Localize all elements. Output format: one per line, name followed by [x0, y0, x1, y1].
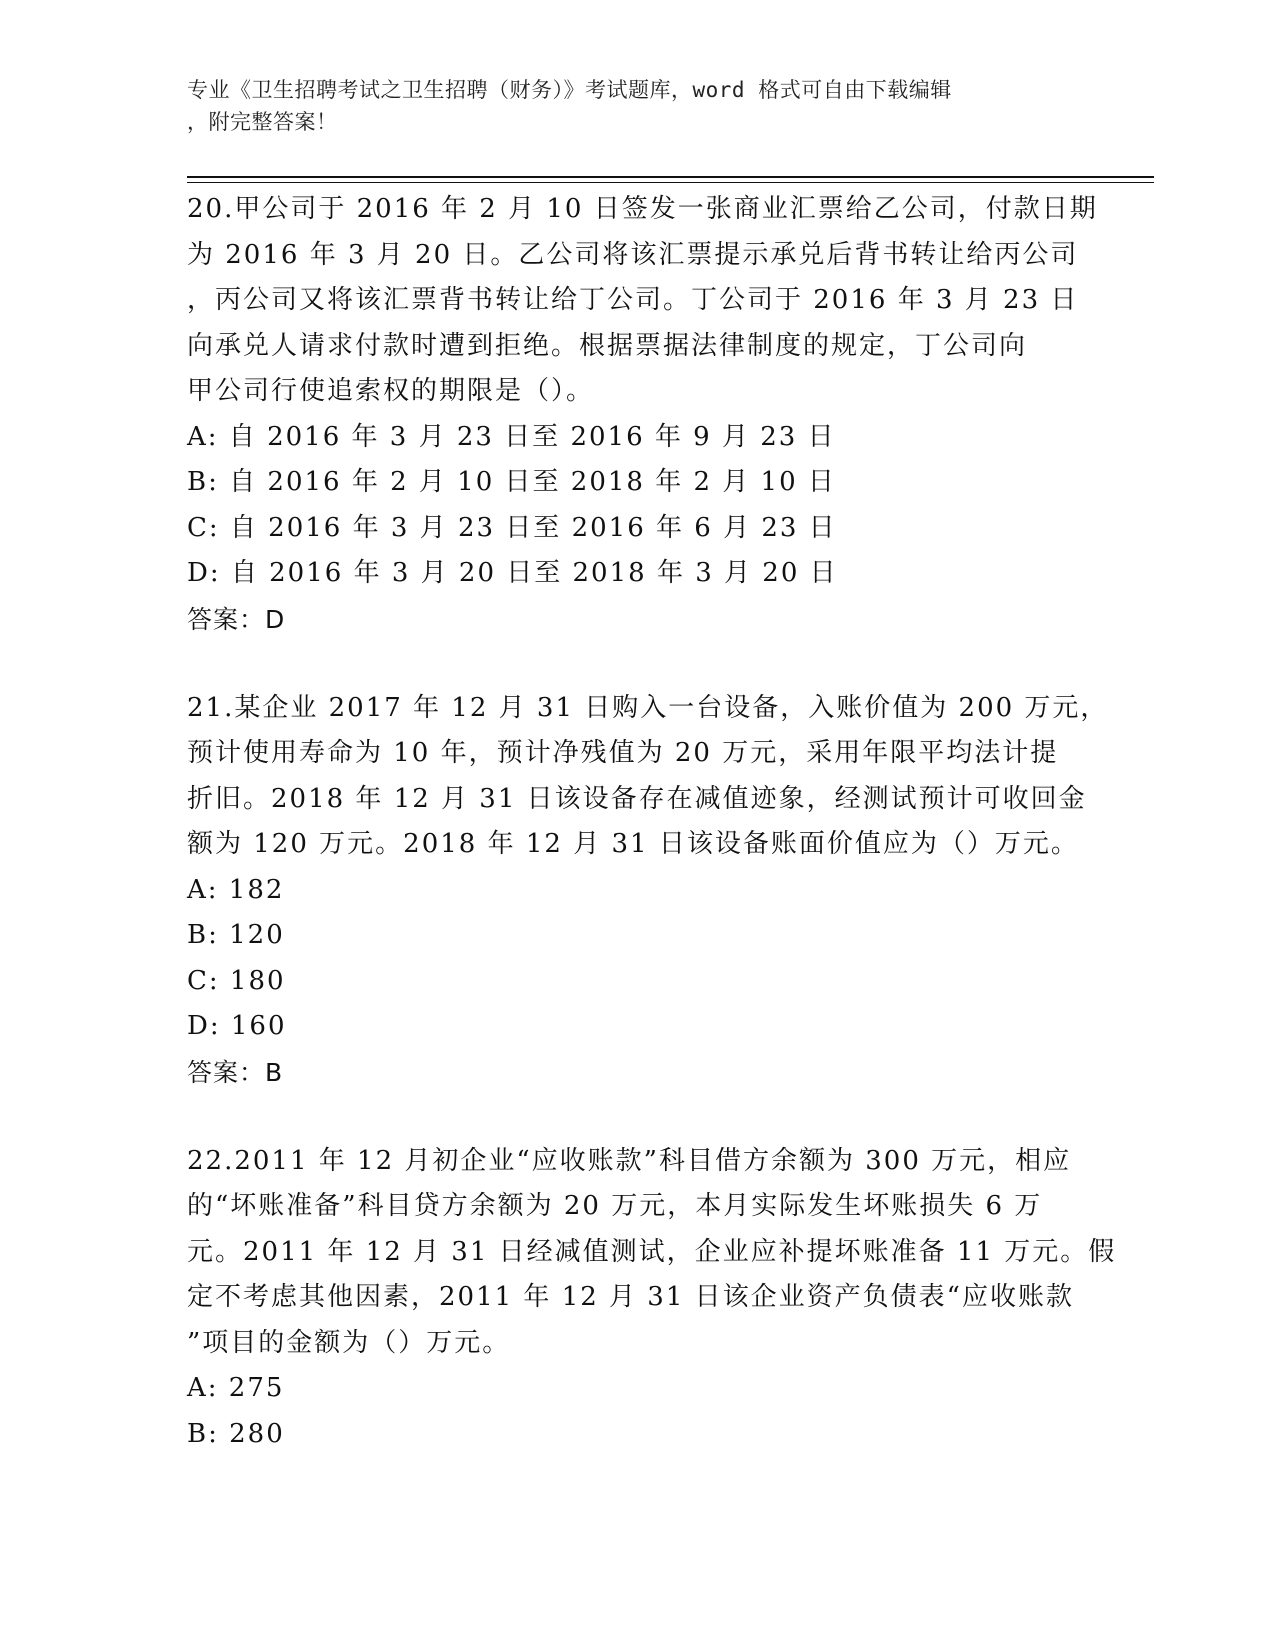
- option-c: C: 180: [187, 965, 286, 996]
- question-21: [187, 686, 1109, 1095]
- option-c: C: 自 2016 年 3 月 23 日至 2016 年 6 月 23 日: [187, 512, 837, 543]
- question-text-line: 21.某企业 2017 年 12 月 31 日购入一台设备，入账价值为 200 万元，: [187, 692, 1109, 723]
- question-text-line: 额为 120 万元。2018 年 12 月 31 日该设备账面价值应为（）万元。: [187, 829, 1079, 859]
- question-text-line: 甲公司行使追索权的期限是（）。: [187, 376, 595, 406]
- question-text-line: 的“坏账准备”科目贷方余额为 20 万元，本月实际发生坏账损失 6 万: [187, 1191, 1043, 1221]
- option-a: A: 275: [187, 1373, 285, 1403]
- question-20: [187, 187, 1098, 642]
- question-text-line: ”项目的金额为（）万元。: [187, 1327, 511, 1358]
- answer-line: 答案：D: [187, 604, 286, 634]
- question-text-line: 定不考虑其他因素，2011 年 12 月 31 日该企业资产负债表“应收账款: [187, 1282, 1074, 1312]
- question-text-line: ，丙公司又将该汇票背书转让给丁公司。丁公司于 2016 年 3 月 23 日: [187, 285, 1079, 315]
- option-b: B: 自 2016 年 2 月 10 日至 2018 年 2 月 10 日: [187, 467, 836, 497]
- question-text-line: 折旧。2018 年 12 月 31 日该设备存在减值迹象，经测试预计可收回金: [187, 783, 1087, 814]
- option-a: A: 自 2016 年 3 月 23 日至 2016 年 9 月 23 日: [187, 421, 836, 452]
- question-text-line: 元。2011 年 12 月 31 日经减值测试，企业应补提坏账准备 11 万元。假: [187, 1236, 1117, 1267]
- option-b: B: 280: [187, 1418, 285, 1449]
- question-text-line: 向承兑人请求付款时遭到拒绝。根据票据法律制度的规定，丁公司向: [187, 330, 1028, 361]
- header-divider-thick: [187, 176, 1154, 178]
- question-text-line: 22.2011 年 12 月初企业“应收账款”科目借方余额为 300 万元，相应: [187, 1145, 1072, 1176]
- question-text-line: 预计使用寿命为 10 年，预计净残值为 20 万元，采用年限平均法计提: [187, 738, 1059, 768]
- header-divider-thin: [187, 182, 1154, 183]
- question-list: [187, 187, 1117, 1501]
- option-d: D: 自 2016 年 3 月 20 日至 2018 年 3 月 20 日: [187, 558, 838, 588]
- question-text-line: 为 2016 年 3 月 20 日。乙公司将该汇票提示承兑后背书转让给丙公司: [187, 239, 1079, 270]
- option-d: D: 160: [187, 1011, 287, 1041]
- question-22: [187, 1139, 1117, 1458]
- header-line-2: ，附完整答案！: [187, 110, 338, 134]
- answer-line: 答案：B: [187, 1057, 284, 1087]
- option-a: A: 182: [187, 874, 285, 905]
- question-text-line: 20.甲公司于 2016 年 2 月 10 日签发一张商业汇票给乙公司，付款日期: [187, 194, 1098, 224]
- option-b: B: 120: [187, 920, 285, 950]
- header-line-1: 专业《卫生招聘考试之卫生招聘（财务）》考试题库，word 格式可自由下载编辑: [187, 78, 952, 102]
- document-header: [187, 74, 1067, 138]
